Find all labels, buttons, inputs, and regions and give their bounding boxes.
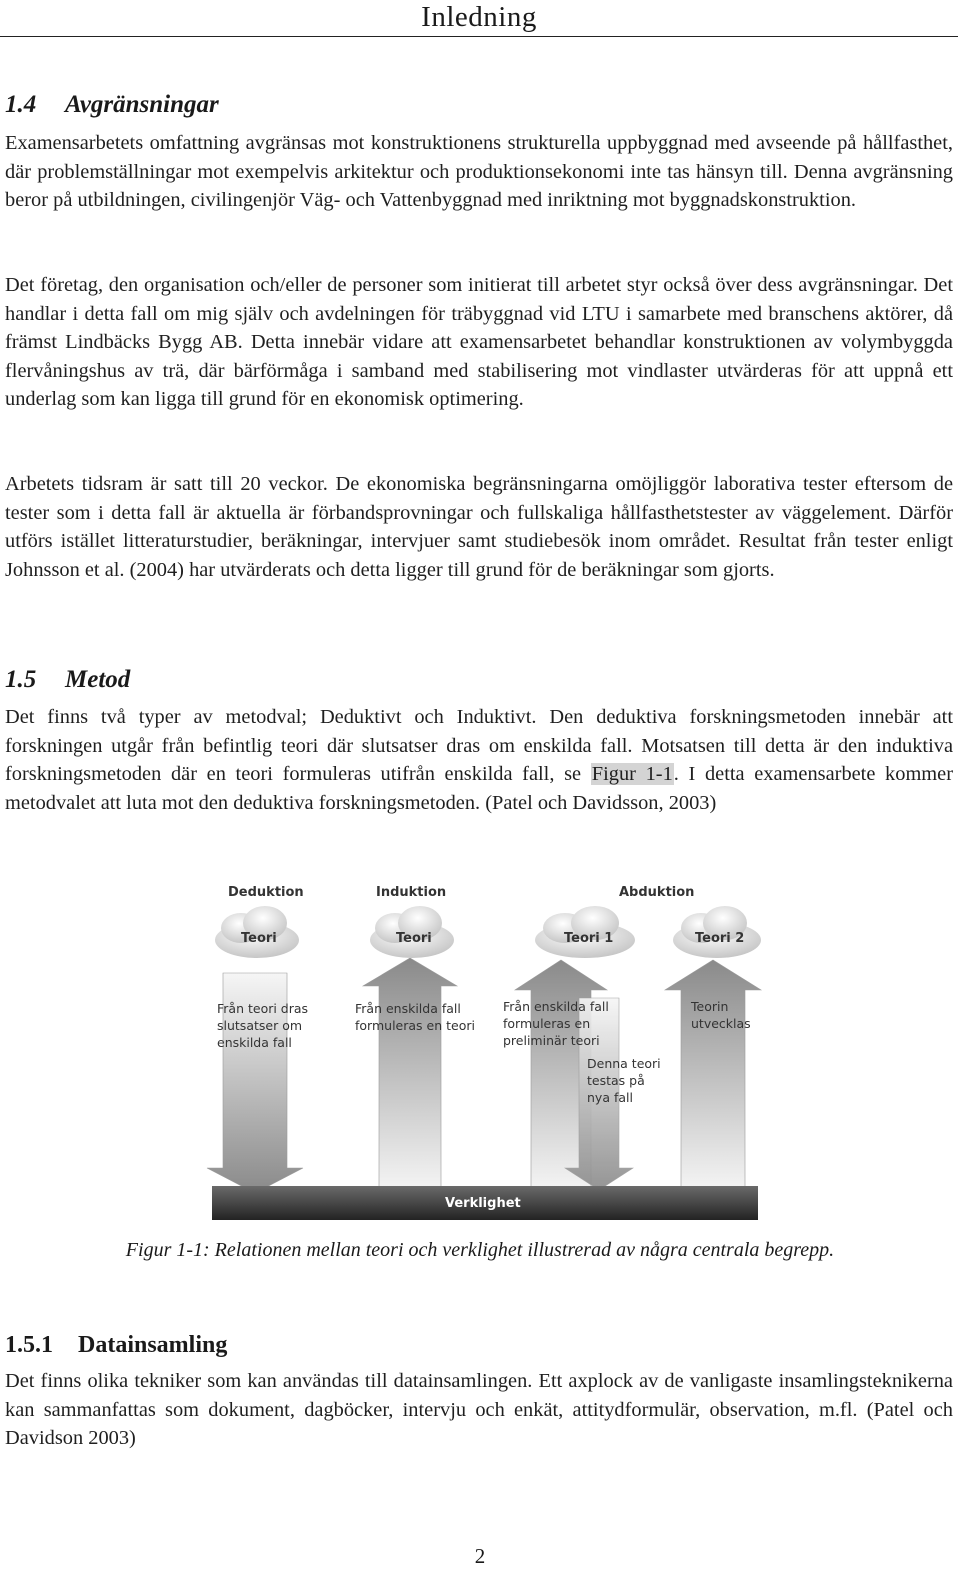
paragraph-1-4-c: Arbetets tidsram är satt till 20 veckor. De ekonomiska begränsningarna omöjliggör laborativa tester eftersom de tester som i detta fall är aktuella är förbandsprovningar och fullskaliga hållfasthetstester av väggelement. Därför utförs istället litteraturstudier, beräkningar, intervjuer samt studiebesök inom området. Resultat från tester enligt Johnsson et al. (2004) har utvärderats och detta ligger till grund för de beräkningar som gjorts. — [5, 473, 953, 581]
text-line: Från enskilda fall — [355, 1001, 461, 1016]
column-heading-deduktion: Deduktion — [228, 885, 304, 900]
text-abduktion-test — [587, 1056, 661, 1105]
column-heading-induktion: Induktion — [376, 885, 447, 900]
heading-1-4 — [5, 90, 219, 120]
text-line: formuleras en teori — [355, 1018, 475, 1033]
text-line: Från teori dras — [217, 1001, 309, 1016]
paragraph-1-4-a: Examensarbetets omfattning avgränsas mot konstruktionens strukturella uppbyggnad med avseende på hållfasthet, där problemställningar mot exempelvis arkitektur och produktionsekonomi inte tas hänsyn till. Denna avgränsning beror på utbildningen, civilingenjör Väg- och Vattenbyggnad med inriktning mot byggnadskonstruktion. — [5, 132, 953, 211]
text-line: Teorin — [691, 999, 729, 1014]
paragraph-text: Det finns två typer av metodval; Deduktivt och Induktivt. Den deduktiva forskningsmetoden innebär att forskningen utgår från befintlig teori där slutsatser dras om enskilda fall. Motsatsen till detta är den induktiva forskningsmetoden där en teori formuleras utifrån enskilda fall, se — [5, 706, 953, 785]
header-title: Inledning — [421, 1, 537, 33]
cloud-deduktion — [215, 906, 299, 958]
cloud-abduktion-2 — [673, 906, 761, 958]
page-number: 2 — [474, 1544, 486, 1568]
cloud-label: Teori — [241, 931, 277, 946]
heading-1-5 — [5, 665, 130, 695]
text-line: preliminär teori — [503, 1033, 600, 1048]
heading-number: 1.4 — [5, 91, 37, 118]
figure-cross-reference[interactable]: Figur 1-1 — [591, 763, 673, 785]
text-deduktion — [217, 1001, 308, 1050]
cloud-label: Teori 2 — [695, 931, 745, 946]
text-line: formuleras en — [503, 1016, 591, 1031]
base-label: Verklighet — [445, 1196, 521, 1211]
cloud-label: Teori — [396, 931, 432, 946]
text-line: testas på — [587, 1073, 645, 1088]
arrow-up-induktion — [363, 958, 457, 1193]
arrow-up-abduktion-2 — [665, 960, 761, 1193]
cloud-label: Teori 1 — [564, 931, 614, 946]
paragraph-text: . I detta examensarbete kommer metodvalet att luta mot den deduktiva forskningsmetoden. (Patel och Davidsson, 2003) — [5, 763, 954, 814]
text-line: slutsatser om — [217, 1018, 303, 1033]
cloud-induktion — [370, 906, 454, 958]
paragraph-1-5-1: Det finns olika tekniker som kan användas till datainsamlingen. Ett axplock av de vanligaste insamlingsteknikerna kan sammanfattas som dokument, dagböcker, intervju och enkät, attitydformulär, observation, m.fl. (Patel och Davidson 2003) — [5, 1370, 953, 1449]
heading-number: 1.5 — [5, 666, 37, 693]
column-heading-abduktion: Abduktion — [619, 885, 695, 900]
cloud-abduktion-1 — [535, 906, 635, 958]
running-header — [0, 0, 958, 37]
heading-title: Metod — [65, 666, 131, 693]
heading-1-5-1 — [5, 1330, 227, 1360]
paragraph-1-4-b: Det företag, den organisation och/eller de personer som initierat till arbetet styr också över dess avgränsningar. Det handlar i detta fall om mig själv och avdelningen för träbyggnad vid LTU i samarbete med branschens aktörer, då främst Lindbäcks Bygg AB. Detta innebär vidare att examensarbetet behandlar konstruktionen av volymbyggda flervåningshus av trä, där bärförmåga i samband med stabilisering mot vindlaster utvärderas för att uppnå ett underlag som kan ligga till grund för en ekonomisk optimering. — [5, 274, 953, 410]
heading-number: 1.5.1 — [5, 1332, 53, 1358]
heading-title: Datainsamling — [78, 1332, 228, 1358]
figure-theory-reality-diagram — [205, 868, 765, 1223]
text-line: enskilda fall — [217, 1035, 292, 1050]
text-line: nya fall — [587, 1090, 633, 1105]
heading-title: Avgränsningar — [65, 91, 219, 118]
figure-caption: Figur 1-1: Relationen mellan teori och verklighet illustrerad av några centrala begrepp. — [125, 1239, 835, 1261]
text-line: Denna teori — [587, 1056, 661, 1071]
text-line: utvecklas — [691, 1016, 751, 1031]
paragraph-1-5 — [5, 703, 953, 817]
text-line: Från enskilda fall — [503, 999, 609, 1014]
